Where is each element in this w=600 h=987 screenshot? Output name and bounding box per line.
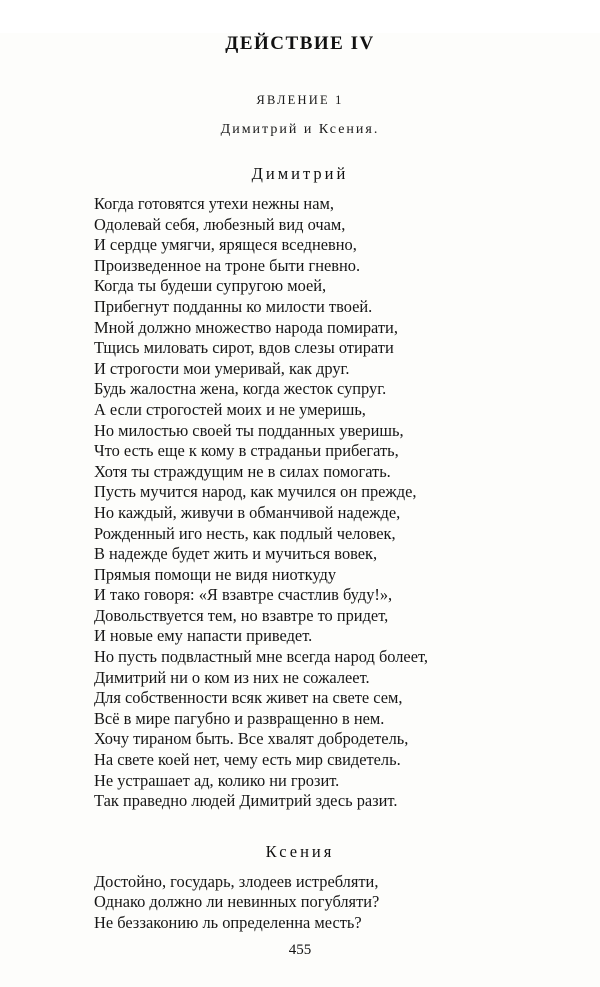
verse-line: Димитрий ни о ком из них не сожалеет. — [94, 667, 370, 687]
verse-line: Хотя ты страждущим не в силах помогать. — [94, 461, 391, 481]
verse-line: Одолевай себя, любезный вид очам, — [94, 214, 346, 234]
verse-line: И сердце умягчи, ярящеся вседневно, — [94, 235, 357, 255]
verse-line: Но каждый, живучи в обманчивой надежде, — [94, 502, 401, 522]
verse-line: Хочу тираном быть. Все хвалят добродетель, — [94, 729, 409, 749]
verse-line: Довольствуется тем, но взавтре то придет, — [94, 605, 389, 625]
verse-line: Рожденный иго несть, как подлый человек, — [94, 523, 396, 543]
speaker-name-kseniya: Ксения — [265, 841, 335, 861]
verse-line: Произведенное на троне быти гневно. — [94, 255, 361, 275]
speech-kseniya — [86, 872, 514, 934]
verse-line: Для собственности всяк живет на свете сем, — [94, 688, 403, 708]
act-title: ДЕЙСТВИЕ IV — [225, 33, 375, 54]
verse-line: Но пусть подвластный мне всегда народ болеет, — [94, 647, 429, 667]
verse-line: Мной должно множество народа помирати, — [94, 317, 398, 337]
verse-line: Пусть мучится народ, как мучился он прежде, — [94, 482, 417, 502]
verse-line: Когда ты будеши супругою моей, — [94, 276, 327, 296]
verse-line: И тако говоря: «Я взавтре счастлив буду!», — [94, 585, 393, 605]
verse-line: Не устрашает ад, колико ни грозит. — [94, 770, 340, 790]
document-page — [0, 33, 600, 987]
speaker-name-dimitriy: Димитрий — [251, 164, 349, 183]
verse-line: В надежде будет жить и мучиться вовек, — [94, 544, 378, 564]
verse-line: Когда готовятся утехи нежны нам, — [94, 194, 334, 213]
verse-line: Прямыя помощи не видя ниоткуду — [94, 564, 337, 584]
verse-line: На свете коей нет, чему есть мир свидетель. — [94, 750, 401, 770]
verse-line: Но милостью своей ты подданных уверишь, — [94, 420, 404, 440]
verse-line: Тщись миловать сирот, вдов слезы отирати — [94, 338, 394, 358]
scene-characters: Димитрий и Ксения. — [220, 122, 380, 137]
verse-line: Прибегнут подданны ко милости твоей. — [94, 296, 373, 316]
verse-line: А если строгостей моих и не умеришь, — [94, 399, 366, 419]
verse-line: И строгости мои умеривай, как друг. — [94, 358, 350, 378]
verse-line: Достойно, государь, злодеев истребляти, — [94, 871, 379, 891]
verse-line: И новые ему напасти приведет. — [94, 626, 313, 646]
verse-line: Всё в мире пагубно и развращенно в нем. — [94, 708, 385, 728]
verse-line: Так праведно людей Димитрий здесь разит. — [94, 791, 398, 811]
speech-dimitriy — [86, 194, 514, 812]
verse-line: Не беззаконию ль определенна месть? — [94, 913, 362, 932]
scene-title: ЯВЛЕНИЕ 1 — [256, 93, 344, 107]
verse-line: Что есть еще к кому в страданьи прибегать, — [94, 441, 399, 461]
verse-line: Однако должно ли невинных погубляти? — [94, 892, 380, 912]
verse-line: Будь жалостна жена, когда жесток супруг. — [94, 379, 387, 399]
page-number: 455 — [288, 942, 312, 958]
